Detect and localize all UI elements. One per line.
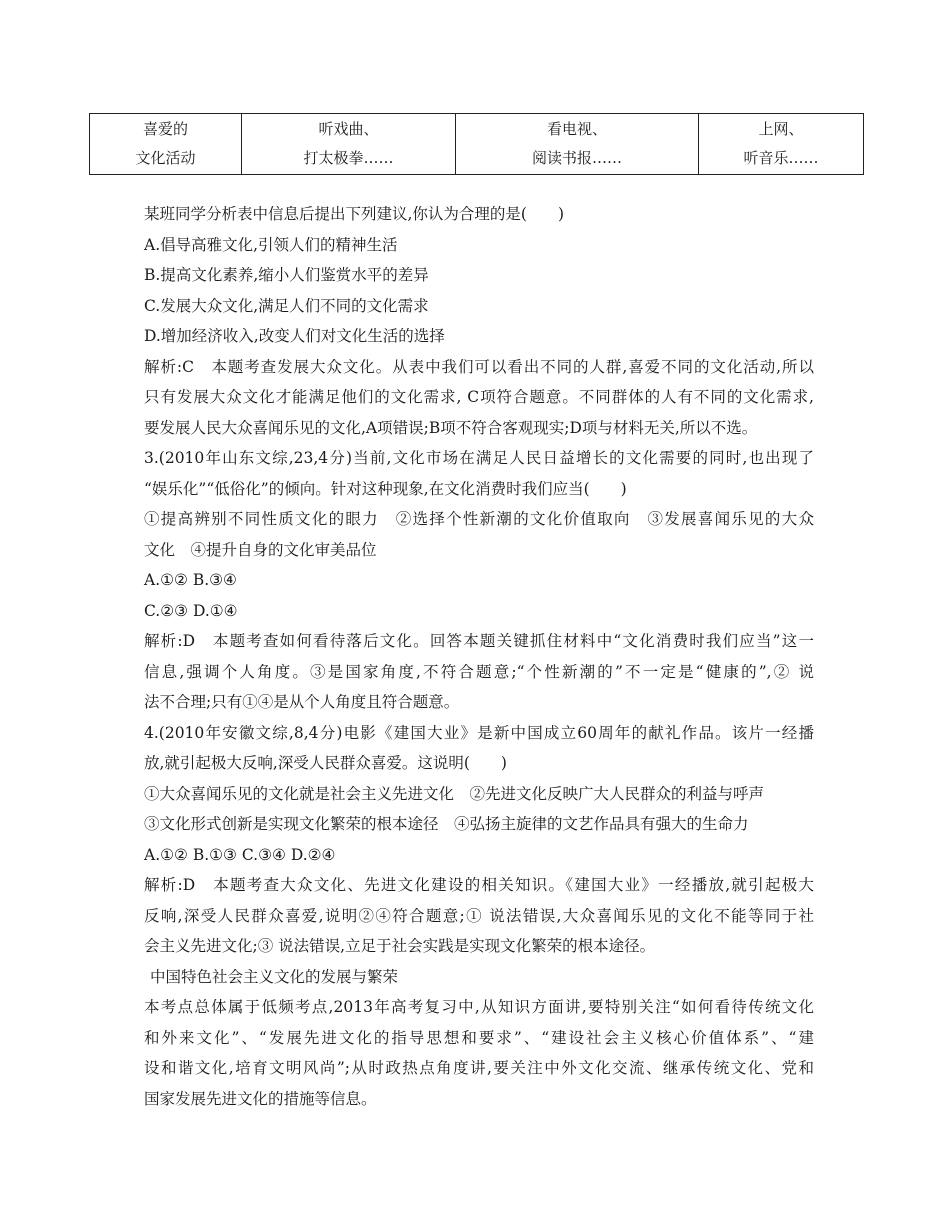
answer-option: C.发展大众文化,满足人们不同的文化需求: [144, 296, 429, 315]
question-item: ①大众喜闻乐见的文化就是社会主义先进文化 ②先进文化反映广大人民群众的利益与呼声: [144, 784, 765, 803]
analysis-line: 解析:C 本题考查发展大众文化。从表中我们可以看出不同的人群,喜爱不同的文化活动,所以: [144, 357, 814, 376]
question-stem: “娱乐化”“低俗化”的倾向。针对这种现象,在文化消费时我们应当( ): [144, 479, 627, 498]
answer-option: C.②③ D.①④: [144, 601, 238, 620]
analysis-line: 反响,深受人民群众喜爱,说明②④符合题意;① 说法错误,大众喜闻乐见的文化不能等同于社: [144, 906, 814, 925]
analysis-line: 只有发展大众文化才能满足他们的文化需求, C项符合题意。不同群体的人有不同的文化需求,: [144, 388, 814, 406]
analysis-line: 会主义先进文化;③ 说法错误,立足于社会实践是实现文化繁荣的根本途径。: [144, 937, 656, 955]
table-cell: 听戏曲、 打太极拳……: [242, 114, 456, 175]
question-item: ③文化形式创新是实现文化繁荣的根本途径 ④弘扬主旋律的文艺作品具有强大的生命力: [144, 815, 749, 833]
answer-option: A.倡导高雅文化,引领人们的精神生活: [144, 235, 398, 254]
table-cell: 喜爱的 文化活动: [90, 114, 242, 175]
table-cell: 看电视、 阅读书报……: [456, 114, 699, 175]
answer-option: B.提高文化素养,缩小人们鉴赏水平的差异: [144, 266, 429, 284]
section-body-line: 设和谐文化,培育文明风尚”;从时政热点角度讲,要关注中外文化交流、继承传统文化、党和: [144, 1059, 814, 1077]
analysis-line: 法不合理;只有①④是从个人角度且符合题意。: [144, 693, 460, 711]
analysis-line: 要发展人民大众喜闻乐见的文化,A项错误;B项不符合客观现实;D项与材料无关,所以不选。: [144, 418, 758, 437]
question-item: 文化 ④提升自身的文化审美品位: [144, 540, 377, 559]
table-cell: 上网、 听音乐……: [699, 114, 864, 175]
question-item: ①提高辨别不同性质文化的眼力 ②选择个性新潮的文化价值取向 ③发展喜闻乐见的大众: [144, 510, 814, 528]
table-row: [90, 114, 864, 175]
analysis-line: 信息,强调个人角度。③是国家角度,不符合题意;“个性新潮的”不一定是“健康的”,② 说: [144, 662, 814, 681]
document-body: [144, 199, 814, 1114]
question-stem: 4.(2010年安徽文综,8,4分)电影《建国大业》是新中国成立60周年的献礼作品。该片一经播: [144, 723, 814, 742]
section-body-line: 国家发展先进文化的措施等信息。: [144, 1089, 377, 1108]
section-body-line: 和外来文化”、“发展先进文化的指导思想和要求”、“建设社会主义核心价值体系”、“建: [144, 1028, 814, 1047]
analysis-line: 解析:D 本题考查如何看待落后文化。回答本题关键抓住材料中“文化消费时我们应当”这一: [144, 632, 814, 650]
answer-option: D.增加经济收入,改变人们对文化生活的选择: [144, 327, 445, 345]
analysis-line: 解析:D 本题考查大众文化、先进文化建设的相关知识。《建国大业》一经播放,就引起极大: [144, 876, 814, 894]
question-stem: 某班同学分析表中信息后提出下列建议,你认为合理的是( ): [144, 205, 565, 223]
section-title: 中国特色社会主义文化的发展与繁荣: [150, 967, 399, 986]
answer-option: A.①② B.③④: [144, 571, 237, 589]
section-body-line: 本考点总体属于低频考点,2013年高考复习中,从知识方面讲,要特别关注“如何看待传统文化: [144, 998, 814, 1016]
question-stem: 3.(2010年山东文综,23,4分)当前,文化市场在满足人民日益增长的文化需要的同时,也出现了: [144, 449, 814, 467]
activity-table: [89, 113, 864, 175]
answer-option: A.①② B.①③ C.③④ D.②④: [144, 845, 336, 864]
question-stem: 放,就引起极大反响,深受人民群众喜爱。这说明( ): [144, 754, 507, 772]
